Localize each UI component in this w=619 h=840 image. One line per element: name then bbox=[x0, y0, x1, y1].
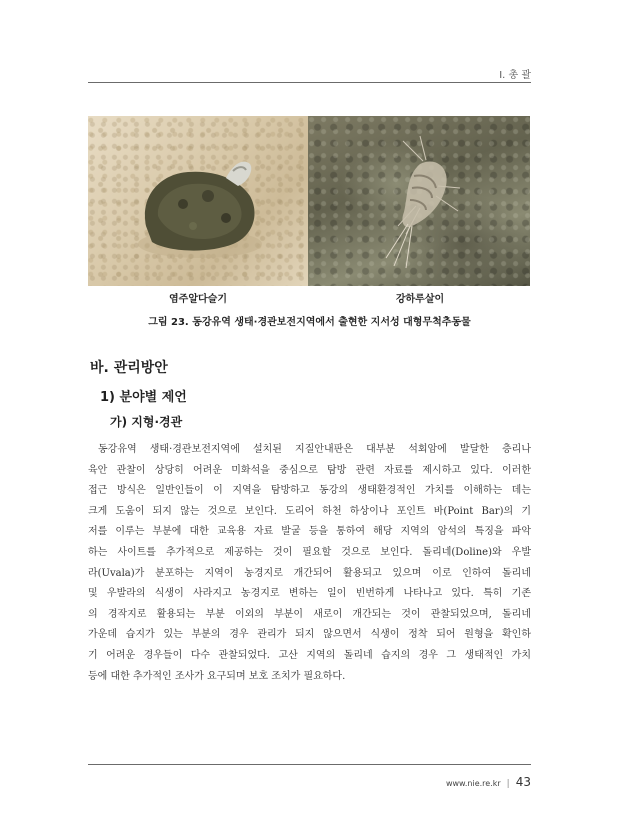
subsection-heading: 1) 분야별 제언 bbox=[100, 390, 187, 405]
page-footer bbox=[446, 775, 531, 789]
photo-caption-left: 염주알다슬기 bbox=[169, 294, 227, 305]
body-line: 등에 대한 추가적인 조사가 요구되며 보호 조치가 필요하다. bbox=[88, 670, 346, 682]
footer-separator: | bbox=[506, 779, 510, 789]
header-divider bbox=[88, 82, 531, 83]
body-line: 크게 도움이 되지 않는 것으로 보인다. 도리어 하천 하상이나 포인트 바(Point Bar)의 기 bbox=[88, 505, 531, 517]
body-line: 동강유역 생태·경관보전지역에 설치된 지질안내판은 대부분 석회암에 발달한 층리나 bbox=[98, 444, 531, 455]
body-line: 가운데 습지가 있는 부분의 경우 관리가 되지 않으면서 식생이 정착 되어 원형을 확인하 bbox=[88, 629, 531, 641]
footer-url[interactable]: www.nie.re.kr bbox=[445, 779, 501, 788]
subsubsection-heading: 가) 지형·경관 bbox=[110, 415, 183, 429]
body-line: 의 경작지로 활용되는 부분 이외의 부분이 새로이 개간되는 것이 관찰되었으며, 돌리네 bbox=[88, 608, 531, 620]
snail-photo bbox=[88, 116, 308, 286]
running-header-section: I. 총 괄 bbox=[499, 70, 531, 81]
body-line: 및 우발라의 식생이 사라지고 농경지로 변하는 일이 빈번하게 나타나고 있다. 특히 기존 bbox=[88, 588, 531, 600]
page-number: 43 bbox=[515, 775, 531, 789]
footer-divider bbox=[88, 764, 531, 765]
snail-illustration bbox=[88, 116, 308, 286]
section-heading: 바. 관리방안 bbox=[90, 360, 168, 376]
body-paragraph bbox=[88, 440, 531, 687]
body-line: 접근 방식은 일반인들이 이 지역을 탐방하고 동강의 생태환경적인 가치를 이해하는 데는 bbox=[88, 485, 531, 497]
body-line: 육안 관찰이 상당히 어려운 미화석을 중심으로 탐방 관련 자료를 제시하고 있다. 이러한 bbox=[88, 464, 531, 476]
body-line: 기 어려운 경우들이 다수 관찰되었다. 고산 지역의 돌리네 습지의 경우 그 생태적인 가치 bbox=[88, 649, 531, 661]
mayfly-larva-photo bbox=[308, 116, 530, 286]
figure-caption: 그림 23. 동강유역 생태·경관보전지역에서 출현한 지서성 대형무척추동물 bbox=[148, 317, 471, 328]
mayfly-larva-illustration bbox=[308, 116, 530, 286]
body-line: 하는 사이트를 추가적으로 제공하는 것이 필요할 것으로 보인다. 돌리네(Doline)와 우발 bbox=[88, 546, 531, 558]
photo-caption-right: 강하루살이 bbox=[395, 294, 445, 305]
body-line: 라(Uvala)가 분포하는 지역이 농경지로 개간되어 활용되고 있으며 이로 인하여 돌리네 bbox=[88, 567, 531, 579]
body-line: 저를 이루는 부분에 대한 교육용 자료 발굴 등을 통하여 해당 지역의 암석의 특징을 파악 bbox=[88, 526, 531, 538]
